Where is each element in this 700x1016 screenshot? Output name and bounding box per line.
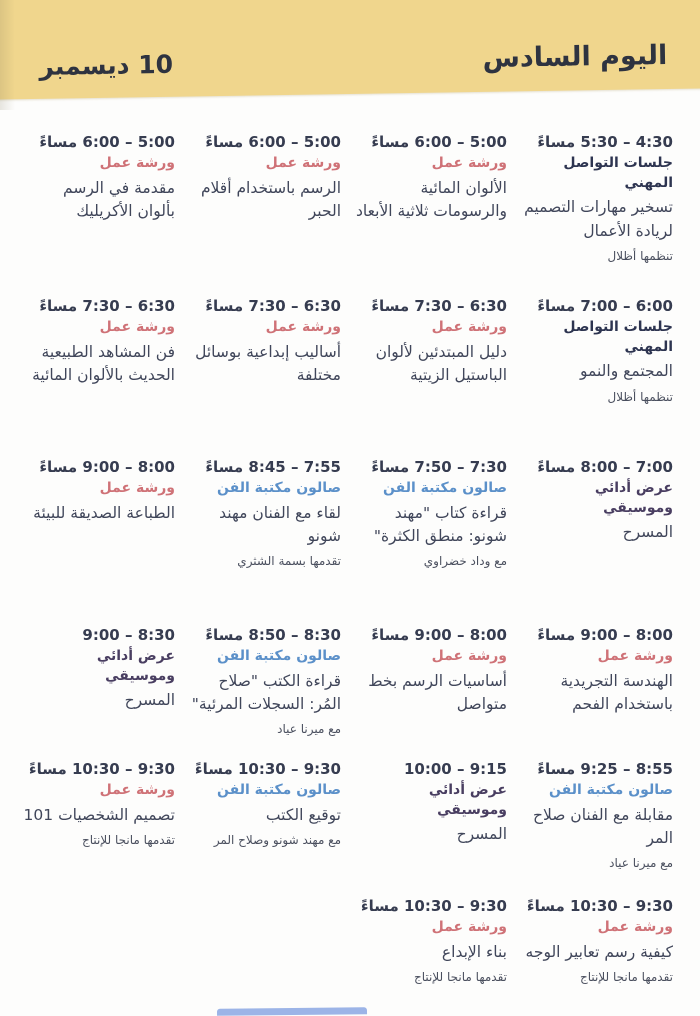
event-time: 7:00 – 8:00 مساءً — [538, 458, 674, 476]
event-card — [354, 625, 508, 716]
event-card — [22, 625, 176, 713]
event-title: توقيع الكتب — [266, 805, 342, 824]
event-note: تقدمها بسمة الشثري — [238, 554, 342, 569]
event-time: 7:55 – 8:45 مساءً — [206, 458, 342, 476]
event-category: جلسات التواصل المهني — [564, 319, 674, 355]
event-title: أساليب إبداعية بوسائل مختلفة — [196, 342, 342, 385]
event-title: تصميم الشخصيات 101 — [24, 805, 176, 824]
event-note: مع ميرنا عياد — [610, 856, 674, 871]
event-title: المسرح — [623, 523, 674, 542]
event-title: الرسم باستخدام أقلام الحبر — [201, 178, 342, 221]
event-note: مع وداد خضراوي — [424, 554, 508, 569]
schedule-row — [22, 759, 674, 896]
event-category: جلسات التواصل المهني — [564, 155, 674, 191]
event-title: المجتمع والنمو — [581, 362, 674, 381]
event-time: 8:55 – 9:25 مساءً — [538, 760, 674, 778]
header-date: 10 ديسمبر — [40, 49, 175, 81]
schedule-row — [22, 896, 674, 1006]
event-time: 4:30 – 5:30 مساءً — [538, 133, 674, 151]
event-title: كيفية رسم تعابير الوجه — [526, 942, 674, 961]
event-category: ورشة عمل — [100, 155, 176, 172]
schedule-grid — [0, 96, 700, 1006]
event-card — [188, 625, 342, 738]
event-time: 9:30 – 10:30 مساءً — [527, 897, 674, 915]
event-card — [354, 457, 508, 570]
event-note: مع ميرنا عياد — [278, 722, 342, 737]
event-card — [520, 132, 674, 265]
schedule-row — [22, 132, 674, 296]
event-time: 9:30 – 10:30 مساءً — [195, 760, 342, 778]
event-title: المسرح — [125, 691, 176, 710]
event-card — [520, 457, 674, 545]
event-card — [354, 896, 508, 986]
schedule-row — [22, 625, 674, 759]
event-category: صالون مكتبة الفن — [550, 782, 674, 799]
event-category: ورشة عمل — [432, 319, 508, 336]
event-card — [188, 296, 342, 387]
event-title: قراءة كتاب "مهند شونو: منطق الكثرة" — [374, 503, 508, 546]
event-time: 8:00 – 9:00 مساءً — [372, 626, 508, 644]
event-category: ورشة عمل — [432, 648, 508, 665]
event-card — [520, 759, 674, 872]
event-card — [354, 296, 508, 387]
event-card — [354, 759, 508, 847]
event-card — [22, 457, 176, 525]
header-band — [0, 0, 700, 100]
event-category: عرض أدائي وموسيقي — [97, 648, 176, 684]
event-title: بناء الإبداع — [442, 942, 508, 961]
event-card — [188, 457, 342, 570]
event-card — [520, 625, 674, 716]
event-card — [22, 759, 176, 849]
event-title: الألوان المائية والرسومات ثلاثية الأبعاد — [357, 178, 508, 221]
event-category: عرض أدائي وموسيقي — [595, 480, 674, 516]
event-title: المسرح — [457, 825, 508, 844]
event-time: 6:30 – 7:30 مساءً — [206, 297, 342, 315]
event-time: 9:30 – 10:30 مساءً — [361, 897, 508, 915]
event-note: تنظمها أظلال — [608, 389, 674, 404]
event-category: عرض أدائي وموسيقي — [429, 782, 508, 818]
event-category: صالون مكتبة الفن — [218, 480, 342, 497]
event-card — [22, 296, 176, 387]
event-time: 5:00 – 6:00 مساءً — [206, 133, 342, 151]
event-card — [188, 132, 342, 223]
event-note: مع مهند شونو وصلاح المر — [214, 833, 342, 848]
event-time: 6:30 – 7:30 مساءً — [40, 297, 176, 315]
event-category: ورشة عمل — [432, 919, 508, 936]
event-category: صالون مكتبة الفن — [384, 480, 508, 497]
event-category: ورشة عمل — [266, 319, 342, 336]
event-title: تسخير مهارات التصميم لريادة الأعمال — [525, 198, 674, 240]
event-card — [354, 132, 508, 223]
event-time: 9:30 – 10:30 مساءً — [29, 760, 176, 778]
header-title: اليوم السادس — [483, 40, 669, 74]
event-title: فن المشاهد الطبيعية الحديث بالألوان المائية — [33, 342, 176, 385]
event-category: ورشة عمل — [598, 919, 674, 936]
event-time: 8:30 – 8:50 مساءً — [206, 626, 342, 644]
event-time: 8:00 – 9:00 مساءً — [40, 458, 176, 476]
schedule-row — [22, 296, 674, 457]
event-category: ورشة عمل — [100, 319, 176, 336]
event-time: 8:30 – 9:00 — [83, 626, 176, 644]
event-category: ورشة عمل — [266, 155, 342, 172]
event-note: تنظمها أظلال — [608, 248, 674, 263]
event-title: الهندسة التجريدية باستخدام الفحم — [561, 671, 674, 714]
event-card — [520, 296, 674, 406]
event-title: مقدمة في الرسم بألوان الأكريليك — [64, 178, 176, 221]
event-category: ورشة عمل — [100, 480, 176, 497]
event-category: صالون مكتبة الفن — [218, 648, 342, 665]
event-time: 9:15 – 10:00 — [404, 760, 508, 778]
event-card — [520, 896, 674, 986]
event-title: الطباعة الصديقة للبيئة — [34, 503, 176, 522]
event-title: لقاء مع الفنان مهند شونو — [220, 503, 342, 546]
event-title: قراءة الكتب "صلاح المُر: السجلات المرئية" — [192, 671, 342, 714]
event-category: ورشة عمل — [598, 648, 674, 665]
event-note: تقدمها مانجا للإنتاج — [415, 970, 508, 985]
event-category: صالون مكتبة الفن — [218, 782, 342, 799]
event-time: 6:00 – 7:00 مساءً — [538, 297, 674, 315]
event-card — [188, 759, 342, 849]
event-note: تقدمها مانجا للإنتاج — [83, 833, 176, 848]
event-title: دليل المبتدئين لألوان الباستيل الزيتية — [376, 342, 508, 385]
event-time: 5:00 – 6:00 مساءً — [40, 133, 176, 151]
page-edge-mark — [218, 1007, 368, 1016]
event-category: ورشة عمل — [432, 155, 508, 172]
event-time: 5:00 – 6:00 مساءً — [372, 133, 508, 151]
event-title: مقابلة مع الفنان صلاح المر — [533, 805, 674, 848]
event-note: تقدمها مانجا للإنتاج — [581, 970, 674, 985]
event-title: أساسيات الرسم بخط متواصل — [369, 671, 508, 714]
event-card — [22, 132, 176, 223]
event-time: 7:30 – 7:50 مساءً — [372, 458, 508, 476]
schedule-row — [22, 457, 674, 625]
event-time: 6:30 – 7:30 مساءً — [372, 297, 508, 315]
event-category: ورشة عمل — [100, 782, 176, 799]
event-time: 8:00 – 9:00 مساءً — [538, 626, 674, 644]
